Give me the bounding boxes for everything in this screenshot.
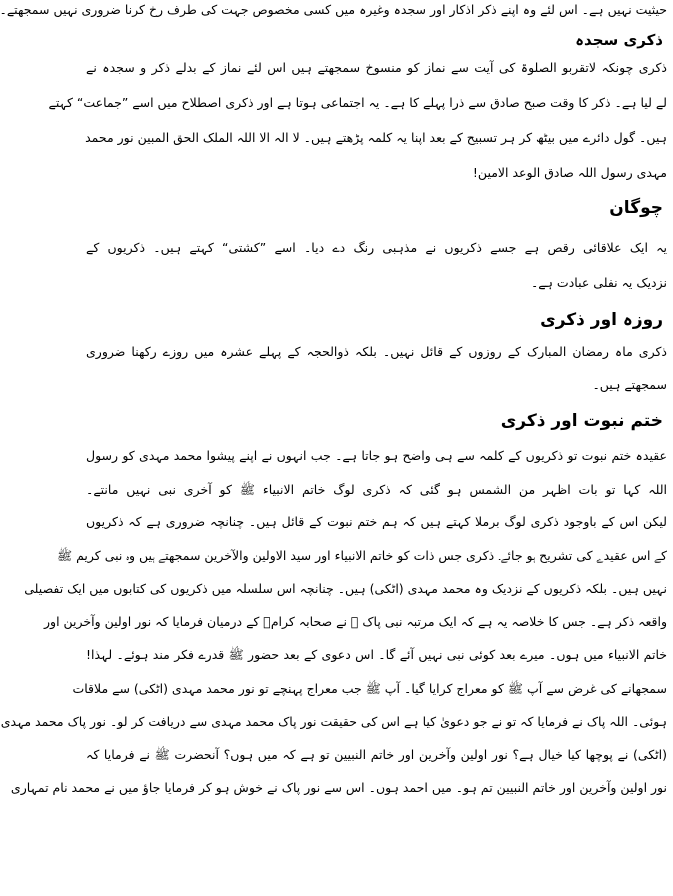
text-line: نزدیک یہ نفلی عبادت ہے۔ <box>530 275 667 290</box>
text-line: مہدی رسول اللہ صادق الوعد الامین! <box>472 165 667 180</box>
text-line: (اٹکی) نے پوچھا کیا خیال ہے؟ نور اولین وآخرین اور خاتم النبیین تو ہے کہ میں ہوں؟ آنحضرت ﷺ نے فرمایا کہ <box>86 747 667 762</box>
text-line: لیکن اس کے باوجود ذکری لوگ برملا کہتے ہیں کہ ہم ختم نبوت کے قائل ہیں۔ چنانچہ ضروری ہے کہ ذکریوں <box>86 514 667 529</box>
text-line: نور اولین وآخرین اور خاتم النبیین تم ہو۔ میں احمد ہوں۔ اس سے نور پاک نے خوش ہو کر فرمایا جاؤ میں نے محمد نام تمہاری <box>10 780 667 795</box>
text-line: نہیں ہیں۔ بلکہ ذکریوں کے نزدیک وہ محمد مہدی (اٹکی) ہیں۔ چنانچہ اس سلسلہ میں ذکریوں کی کتابوں میں ایک تفصیلی <box>24 581 667 596</box>
text-line: ہوئی۔ اللہ پاک نے فرمایا کہ تو نے جو دعویٰ کیا ہے اس کی حقیقت نور پاک محمد مہدی سے دریافت کر لو۔ نور پاک محمد مہدی <box>0 714 667 729</box>
text-line: یہ ایک علاقائی رقص ہے جسے ذکریوں نے مذہبی رنگ دے دیا۔ اسے ”کشتی“ کہتے ہیں۔ ذکریوں کے <box>86 240 667 255</box>
text-line: ذکری ماہ رمضان المبارک کے روزوں کے قائل نہیں۔ بلکہ ذوالحجہ کے پہلے عشرہ میں روزے رکھنا ضروری <box>86 344 667 359</box>
text-line: سمجھانے کی غرض سے آپ ﷺ کو معراج کرایا گیا۔ آپ ﷺ جب معراج پہنچے تو نور محمد مہدی (اٹکی) سے ملاقات <box>72 681 667 696</box>
text-line: ہیں۔ گول دائرے میں بیٹھ کر ہر تسبیح کے بعد اپنا یہ کلمہ پڑھتے ہیں۔ لا الہ الا اللہ الملک الحق المبین نور محمد <box>85 130 667 145</box>
text-line: لے لیا ہے۔ ذکر کا وقت صبح صادق سے ذرا پہلے کا ہے۔ یہ اجتماعی ہوتا ہے اور ذکری اصطلاح میں اسے ”جماعت“ کہتے <box>48 95 667 110</box>
section-heading: ختم نبوت اور ذکری <box>500 411 663 431</box>
text-line: ذکری چونکہ لاتقربو الصلوۃ کی آیت سے نماز کو منسوخ سمجھتے ہیں اس لئے نماز کے بدلے ذکر و سجدہ نے <box>86 60 667 75</box>
text-line: اللہ کہا تو بات اظہر من الشمس ہو گئی کہ ذکری لوگ خاتم الانبیاء ﷺ کو آخری نبی نہیں مانتے۔ <box>86 482 667 497</box>
text-line: کے اس عقیدے کی تشریح ہو جائے۔ ذکری جس ذات کو خاتم الانبیاء اور سید الاولین والآخرین سمجھتے ہیں وہ نبی کریم ﷺ <box>57 548 667 563</box>
section-heading: روزہ اور ذکری <box>540 310 663 330</box>
text-line: سمجھتے ہیں۔ <box>592 377 667 392</box>
section-heading: ذکری سجدہ <box>575 31 663 49</box>
text-line: واقعہ ذکر ہے۔ جس کا خلاصہ یہ ہے کہ ایک مرتبہ نبی پاک ﷺ نے صحابہ کرامؓ کے درمیان فرمایا کہ نور اولین وآخرین اور <box>44 614 667 629</box>
text-line: عقیدہ ختم نبوت تو ذکریوں کے کلمہ سے ہی واضح ہو جاتا ہے۔ جب انہوں نے اپنے پیشوا محمد مہدی کو رسول <box>86 448 667 463</box>
section-heading: چوگان <box>609 198 663 218</box>
text-line: حیثیت نہیں ہے۔ اس لئے وہ اپنے ذکر اذکار اور سجدہ وغیرہ میں کسی مخصوص جہت کی طرف رخ کرنا ضروری نہیں سمجھتے۔ <box>0 2 667 17</box>
text-line: خاتم الانبیاء میں ہوں۔ میرے بعد کوئی نبی نہیں آئے گا۔ اس دعوی کے بعد حضور ﷺ قدرے فکر مند ہوئے۔ لہذا! <box>86 647 667 662</box>
